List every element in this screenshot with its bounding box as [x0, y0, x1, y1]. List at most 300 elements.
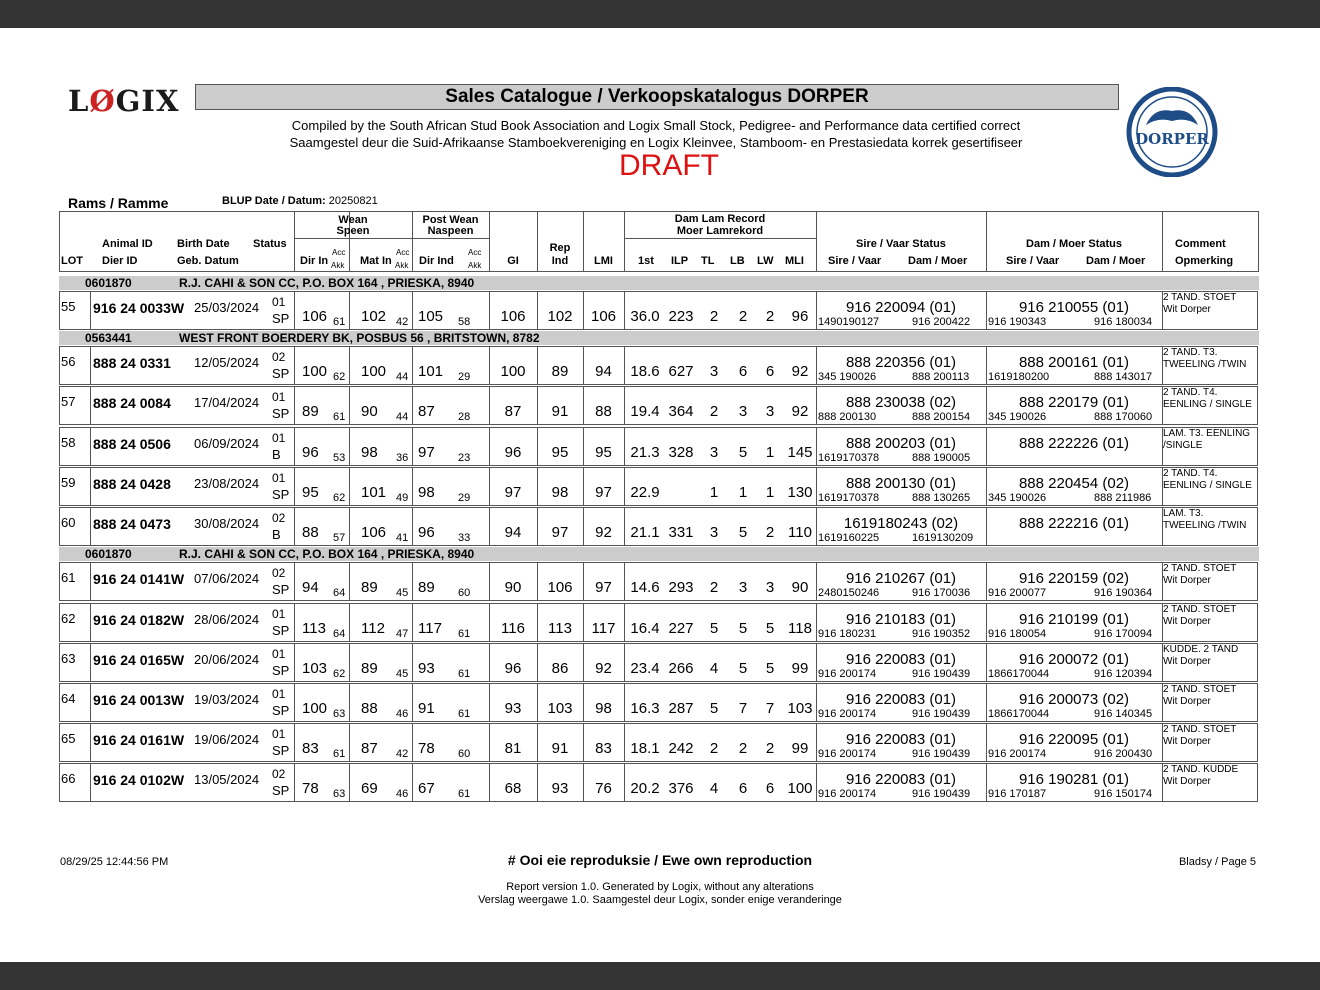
table-row	[59, 603, 1258, 642]
gi: 96	[504, 444, 522, 461]
dam-dam: 888 143017	[1094, 371, 1153, 383]
dir-ind-acc: 23	[458, 452, 471, 464]
rep-ind: 91	[551, 740, 569, 757]
lb: 7	[738, 700, 748, 717]
ilp: 331	[668, 524, 694, 541]
dir-ind: 117	[418, 620, 442, 637]
lw: 2	[765, 524, 775, 541]
sire-sire: 345 190026	[818, 371, 877, 383]
mat-in: 89	[361, 579, 378, 596]
mat-in: 90	[361, 403, 378, 420]
dir-in-acc: 62	[333, 492, 346, 504]
dir-in-acc: 53	[333, 452, 346, 464]
sire-sire: 888 200130	[818, 411, 877, 423]
dir-in: 113	[302, 620, 326, 637]
dir-ind-acc: 28	[458, 411, 471, 423]
mat-in-acc: 44	[396, 411, 409, 423]
mli: 92	[791, 403, 809, 420]
first-lamb: 23.4	[630, 660, 660, 677]
dir-ind-acc: 61	[458, 788, 471, 800]
dam-dam: 916 150174	[1094, 788, 1153, 800]
lw: 3	[765, 579, 775, 596]
dir-ind: 87	[418, 403, 435, 420]
birth-date: 23/08/2024	[194, 476, 260, 491]
lot: 59	[61, 475, 76, 490]
dir-in-acc: 61	[333, 748, 346, 760]
gi: 94	[504, 524, 522, 541]
dir-in: 83	[302, 740, 319, 757]
dir-in-acc: 63	[333, 708, 346, 720]
ilp: 287	[668, 700, 694, 717]
dam: 916 210199 (01)	[1018, 611, 1130, 628]
dir-in: 106	[302, 308, 328, 325]
gi: 100	[500, 363, 526, 380]
sire-sire: 916 180231	[818, 628, 877, 640]
dir-in: 96	[302, 444, 319, 461]
sire: 916 220094 (01)	[845, 299, 957, 316]
dir-ind: 67	[418, 780, 435, 797]
sire-dam: 916 190352	[912, 628, 971, 640]
lmi: 88	[595, 403, 612, 420]
lw: 5	[765, 660, 775, 677]
animal-id: 888 24 0506	[93, 436, 171, 452]
dam-sire: 1619180200	[988, 371, 1050, 383]
comment: 2 TAND. STOET Wit Dorper	[1163, 604, 1237, 627]
lw: 6	[765, 780, 775, 797]
ilp: 227	[668, 620, 694, 637]
rep-ind: 113	[548, 620, 572, 637]
sire: 888 200203 (01)	[845, 435, 957, 452]
ilp: 364	[668, 403, 694, 420]
sire: 916 220083 (01)	[845, 771, 957, 788]
first-lamb: 21.1	[630, 524, 660, 541]
rep-ind: 93	[551, 780, 569, 797]
status-code: 02	[272, 767, 286, 781]
lmi: 76	[595, 780, 612, 797]
status-code: 01	[272, 727, 286, 741]
dam-dam: 916 180034	[1094, 316, 1153, 328]
lot: 65	[61, 731, 76, 746]
dam: 916 200072 (01)	[1018, 651, 1130, 668]
comment: 2 TAND. STOET Wit Dorper	[1163, 292, 1237, 315]
mat-in: 112	[361, 620, 385, 637]
sire-dam: 888 200113	[912, 371, 970, 383]
comment: LAM. T3. EENLING /SINGLE	[1163, 428, 1251, 451]
rep-ind: 106	[547, 579, 573, 596]
sire-sire: 916 200174	[818, 708, 877, 720]
table-row	[59, 346, 1258, 385]
lw: 6	[765, 363, 775, 380]
dir-ind-acc: 29	[458, 492, 471, 504]
animal-id: 888 24 0331	[93, 355, 171, 371]
tl: 3	[709, 363, 719, 380]
sire-dam: 916 170036	[912, 587, 971, 599]
mat-in: 98	[361, 444, 378, 461]
birth-date: 20/06/2024	[194, 652, 260, 667]
status-type: SP	[272, 743, 290, 758]
animal-id: 888 24 0084	[93, 395, 171, 411]
ilp: 223	[668, 308, 694, 325]
rep-ind: 86	[551, 660, 569, 677]
ilp: 627	[668, 363, 694, 380]
gi: 116	[501, 620, 525, 637]
mat-in-acc: 46	[396, 708, 409, 720]
mat-in: 69	[361, 780, 378, 797]
dam: 916 210055 (01)	[1018, 299, 1130, 316]
dir-ind: 97	[418, 444, 435, 461]
viewer-top-bar	[0, 0, 1320, 28]
gi: 97	[504, 484, 522, 501]
lmi: 97	[595, 484, 612, 501]
lb: 6	[738, 363, 748, 380]
table-row	[59, 507, 1258, 546]
table-row	[59, 467, 1258, 506]
tl: 2	[709, 740, 719, 757]
owner-band: 0601870 R.J. CAHI & SON CC, P.O. BOX 164 , PRIESKA, 8940	[59, 547, 1259, 561]
lot: 61	[61, 570, 76, 585]
sire-sire: 1619170378	[818, 452, 880, 464]
birth-date: 13/05/2024	[194, 772, 260, 787]
birth-date: 12/05/2024	[194, 355, 260, 370]
lmi: 94	[595, 363, 612, 380]
animal-id: 916 24 0141W	[93, 571, 185, 587]
lw: 2	[765, 740, 775, 757]
sire: 916 210183 (01)	[845, 611, 957, 628]
animal-id: 916 24 0165W	[93, 652, 185, 668]
lb: 2	[738, 308, 748, 325]
mli: 100	[787, 780, 813, 797]
dam-dam: 916 200430	[1094, 748, 1153, 760]
status-type: SP	[272, 703, 290, 718]
first-lamb: 22.9	[630, 484, 660, 501]
dir-ind-acc: 61	[458, 668, 471, 680]
dir-in-acc: 57	[333, 532, 346, 544]
sire-dam: 888 190005	[912, 452, 971, 464]
dam-sire: 345 190026	[988, 492, 1047, 504]
comment: 2 TAND. T3. TWEELING /TWIN	[1163, 347, 1247, 370]
lb: 5	[738, 524, 748, 541]
dam: 916 220095 (01)	[1018, 731, 1130, 748]
tl: 2	[709, 308, 719, 325]
tl: 2	[709, 403, 719, 420]
owner-band: 0601870 R.J. CAHI & SON CC, P.O. BOX 164 , PRIESKA, 8940	[59, 276, 1259, 290]
sire: 888 220356 (01)	[845, 354, 957, 371]
status-code: 01	[272, 390, 286, 404]
lot: 63	[61, 651, 76, 666]
dir-in-acc: 61	[333, 316, 346, 328]
report-datetime: 08/29/25 12:44:56 PM	[60, 856, 169, 868]
dir-ind-acc: 61	[458, 628, 471, 640]
dir-in-acc: 64	[333, 587, 346, 599]
ilp: 376	[668, 780, 694, 797]
status-type: SP	[272, 663, 290, 678]
table-row	[59, 562, 1258, 601]
mat-in-acc: 36	[396, 452, 409, 464]
gi: 68	[504, 780, 522, 797]
mat-in: 100	[361, 363, 387, 380]
gi: 90	[504, 579, 522, 596]
birth-date: 25/03/2024	[194, 300, 260, 315]
lot: 60	[61, 515, 76, 530]
status-type: SP	[272, 311, 290, 326]
ilp: 266	[668, 660, 694, 677]
lmi: 95	[595, 444, 612, 461]
mli: 99	[791, 740, 809, 757]
lmi: 97	[595, 579, 612, 596]
status-code: 01	[272, 687, 286, 701]
sire-sire: 916 200174	[818, 748, 877, 760]
rep-ind: 91	[551, 403, 569, 420]
dir-ind: 105	[418, 308, 444, 325]
sire-dam: 916 190439	[912, 668, 971, 680]
dir-in: 89	[302, 403, 319, 420]
dam: 888 200161 (01)	[1018, 354, 1130, 371]
dir-in-acc: 64	[333, 628, 346, 640]
dir-ind-acc: 60	[458, 587, 471, 599]
lot: 55	[61, 299, 76, 314]
lmi: 98	[595, 700, 612, 717]
animal-id: 916 24 0182W	[93, 612, 185, 628]
mli: 92	[791, 363, 809, 380]
lw: 3	[765, 403, 775, 420]
comment: 2 TAND. STOET Wit Dorper	[1163, 684, 1237, 707]
birth-date: 07/06/2024	[194, 571, 260, 586]
dir-in-acc: 62	[333, 371, 346, 383]
dam: 888 222226 (01)	[1018, 435, 1130, 452]
sire-sire: 1619170378	[818, 492, 880, 504]
animal-id: 888 24 0428	[93, 476, 171, 492]
tl: 5	[709, 620, 719, 637]
dam-dam: 916 190364	[1094, 587, 1153, 599]
birth-date: 28/06/2024	[194, 612, 260, 627]
status-type: SP	[272, 783, 290, 798]
mli: 130	[787, 484, 813, 501]
sire-dam: 916 190439	[912, 708, 971, 720]
dam: 916 200073 (02)	[1018, 691, 1130, 708]
sire-dam: 888 200154	[912, 411, 971, 423]
animal-id: 916 24 0033W	[93, 300, 185, 316]
lmi: 117	[591, 620, 616, 637]
first-lamb: 16.4	[630, 620, 660, 637]
lb: 5	[738, 444, 748, 461]
dam-dam: 888 211986	[1094, 492, 1152, 504]
dir-in-acc: 62	[333, 668, 346, 680]
status-code: 01	[272, 295, 286, 309]
lot: 58	[61, 435, 76, 450]
birth-date: 30/08/2024	[194, 516, 260, 531]
lot: 66	[61, 771, 76, 786]
status-type: SP	[272, 623, 290, 638]
dir-ind-acc: 29	[458, 371, 471, 383]
tl: 2	[709, 579, 719, 596]
mat-in: 89	[361, 660, 378, 677]
first-lamb: 21.3	[630, 444, 660, 461]
lw: 5	[765, 620, 775, 637]
dir-in-acc: 63	[333, 788, 346, 800]
table-row	[59, 683, 1258, 722]
status-type: SP	[272, 582, 290, 597]
lb: 3	[738, 579, 748, 596]
dam-dam: 916 140345	[1094, 708, 1153, 720]
dam-sire: 916 190343	[988, 316, 1047, 328]
lmi: 106	[590, 308, 617, 325]
dam: 916 220159 (02)	[1018, 570, 1130, 587]
sire-sire: 1619160225	[818, 532, 880, 544]
tl: 1	[709, 484, 719, 501]
mat-in-acc: 45	[396, 587, 409, 599]
lot: 62	[61, 611, 76, 626]
lw: 1	[765, 484, 775, 501]
comment: 2 TAND. T4. EENLING / SINGLE	[1163, 387, 1252, 410]
sire-dam: 916 200422	[912, 316, 971, 328]
page-title: Sales Catalogue / Verkoopskatalogus DORPER	[195, 84, 1119, 110]
gi: 106	[500, 308, 526, 325]
first-lamb: 16.3	[630, 700, 660, 717]
svg-text:DORPER: DORPER	[1135, 130, 1209, 148]
owner-band: 0563441 WEST FRONT BOERDERY BK, POSBUS 56 , BRITSTOWN, 8782	[59, 331, 1259, 345]
page-number: Bladsy / Page 5	[1178, 856, 1256, 868]
dir-ind-acc: 60	[458, 748, 471, 760]
dir-ind-acc: 58	[458, 316, 471, 328]
lmi: 92	[595, 660, 612, 677]
dam: 888 220179 (01)	[1018, 394, 1130, 411]
table-row	[59, 291, 1258, 330]
mat-in: 106	[361, 524, 387, 541]
sire: 916 220083 (01)	[845, 691, 957, 708]
sire: 916 220083 (01)	[845, 731, 957, 748]
ilp: 242	[668, 740, 694, 757]
mat-in-acc: 44	[396, 371, 409, 383]
dam-sire: 1866170044	[988, 708, 1050, 720]
status-code: 02	[272, 566, 286, 580]
dir-in: 88	[302, 524, 319, 541]
sire-sire: 916 200174	[818, 668, 877, 680]
comment: 2 TAND. KUDDE Wit Dorper	[1163, 764, 1239, 787]
ilp: 293	[668, 579, 694, 596]
rep-ind: 89	[551, 363, 569, 380]
tl: 5	[709, 700, 719, 717]
status-code: 01	[272, 431, 286, 445]
gi: 81	[504, 740, 522, 757]
mli: 90	[791, 579, 809, 596]
status-type: B	[272, 447, 281, 462]
first-lamb: 18.6	[630, 363, 660, 380]
dir-in: 94	[302, 579, 319, 596]
birth-date: 19/03/2024	[194, 692, 260, 707]
rep-ind: 103	[547, 700, 573, 717]
tl: 3	[709, 524, 719, 541]
sire-dam: 1619130209	[912, 532, 974, 544]
sire: 916 220083 (01)	[845, 651, 957, 668]
mat-in: 101	[361, 484, 387, 501]
comment: LAM. T3. TWEELING /TWIN	[1163, 508, 1247, 531]
dam-sire: 916 180054	[988, 628, 1047, 640]
animal-id: 888 24 0473	[93, 516, 171, 532]
mat-in-acc: 46	[396, 788, 409, 800]
status-code: 01	[272, 471, 286, 485]
table-row	[59, 643, 1258, 682]
dam-dam: 916 170094	[1094, 628, 1153, 640]
dir-in: 100	[302, 700, 328, 717]
gi: 96	[504, 660, 522, 677]
comment: 2 TAND. STOET Wit Dorper	[1163, 563, 1237, 586]
mat-in: 87	[361, 740, 378, 757]
gi: 87	[504, 403, 522, 420]
mli: 96	[791, 308, 809, 325]
first-lamb: 19.4	[630, 403, 660, 420]
table-row	[59, 763, 1258, 802]
sire-sire: 916 200174	[818, 788, 877, 800]
lw: 1	[765, 444, 775, 461]
lmi: 92	[595, 524, 612, 541]
mat-in-acc: 45	[396, 668, 409, 680]
birth-date: 19/06/2024	[194, 732, 260, 747]
status-code: 02	[272, 350, 286, 364]
dam-sire: 916 170187	[988, 788, 1047, 800]
sire: 888 200130 (01)	[845, 475, 957, 492]
dam-sire: 916 200077	[988, 587, 1047, 599]
dir-in: 95	[302, 484, 319, 501]
lot: 56	[61, 354, 76, 369]
lb: 3	[738, 403, 748, 420]
lb: 2	[738, 740, 748, 757]
rep-ind: 102	[547, 308, 573, 325]
animal-id: 916 24 0161W	[93, 732, 185, 748]
rep-ind: 97	[551, 524, 569, 541]
mli: 118	[788, 620, 812, 637]
comment: KUDDE. 2 TAND Wit Dorper	[1163, 644, 1239, 667]
comment: 2 TAND. STOET Wit Dorper	[1163, 724, 1237, 747]
sire: 916 210267 (01)	[845, 570, 957, 587]
report-version: Report version 1.0. Generated by Logix, without any alterations Verslag weergawe 1.0. Saamgestel deur Logix, sonder enige veranderinge	[478, 881, 842, 906]
gi: 93	[504, 700, 522, 717]
status-code: 02	[272, 511, 286, 525]
birth-date: 06/09/2024	[194, 436, 260, 451]
dam: 888 220454 (02)	[1018, 475, 1130, 492]
status-type: SP	[272, 366, 290, 381]
ilp: 328	[668, 444, 694, 461]
dir-ind-acc: 33	[458, 532, 471, 544]
logix-logo: LØGIX	[68, 84, 180, 118]
lb: 5	[738, 620, 748, 637]
viewer-bottom-bar	[0, 962, 1320, 990]
tl: 4	[709, 660, 719, 677]
dir-ind: 89	[418, 579, 435, 596]
comment: 2 TAND. T4. EENLING / SINGLE	[1163, 468, 1252, 491]
status-type: SP	[272, 406, 290, 421]
tl: 4	[709, 780, 719, 797]
animal-id: 916 24 0102W	[93, 772, 185, 788]
dam: 888 222216 (01)	[1018, 515, 1130, 532]
table-row	[59, 427, 1258, 466]
lb: 5	[738, 660, 748, 677]
sire-dam: 888 130265	[912, 492, 971, 504]
dam-sire: 1866170044	[988, 668, 1050, 680]
lot: 57	[61, 394, 76, 409]
dir-ind: 93	[418, 660, 435, 677]
rep-ind: 98	[551, 484, 569, 501]
lot: 64	[61, 691, 76, 706]
footer-note: # Ooi eie reproduksie / Ewe own reproduction	[507, 852, 813, 868]
sire-dam: 916 190439	[912, 748, 971, 760]
dam-dam: 888 170060	[1094, 411, 1153, 423]
status-type: B	[272, 527, 281, 542]
dir-in: 78	[302, 780, 319, 797]
mat-in-acc: 49	[396, 492, 409, 504]
table-row	[59, 723, 1258, 762]
dorper-logo-icon	[1124, 87, 1220, 177]
lb: 1	[738, 484, 748, 501]
